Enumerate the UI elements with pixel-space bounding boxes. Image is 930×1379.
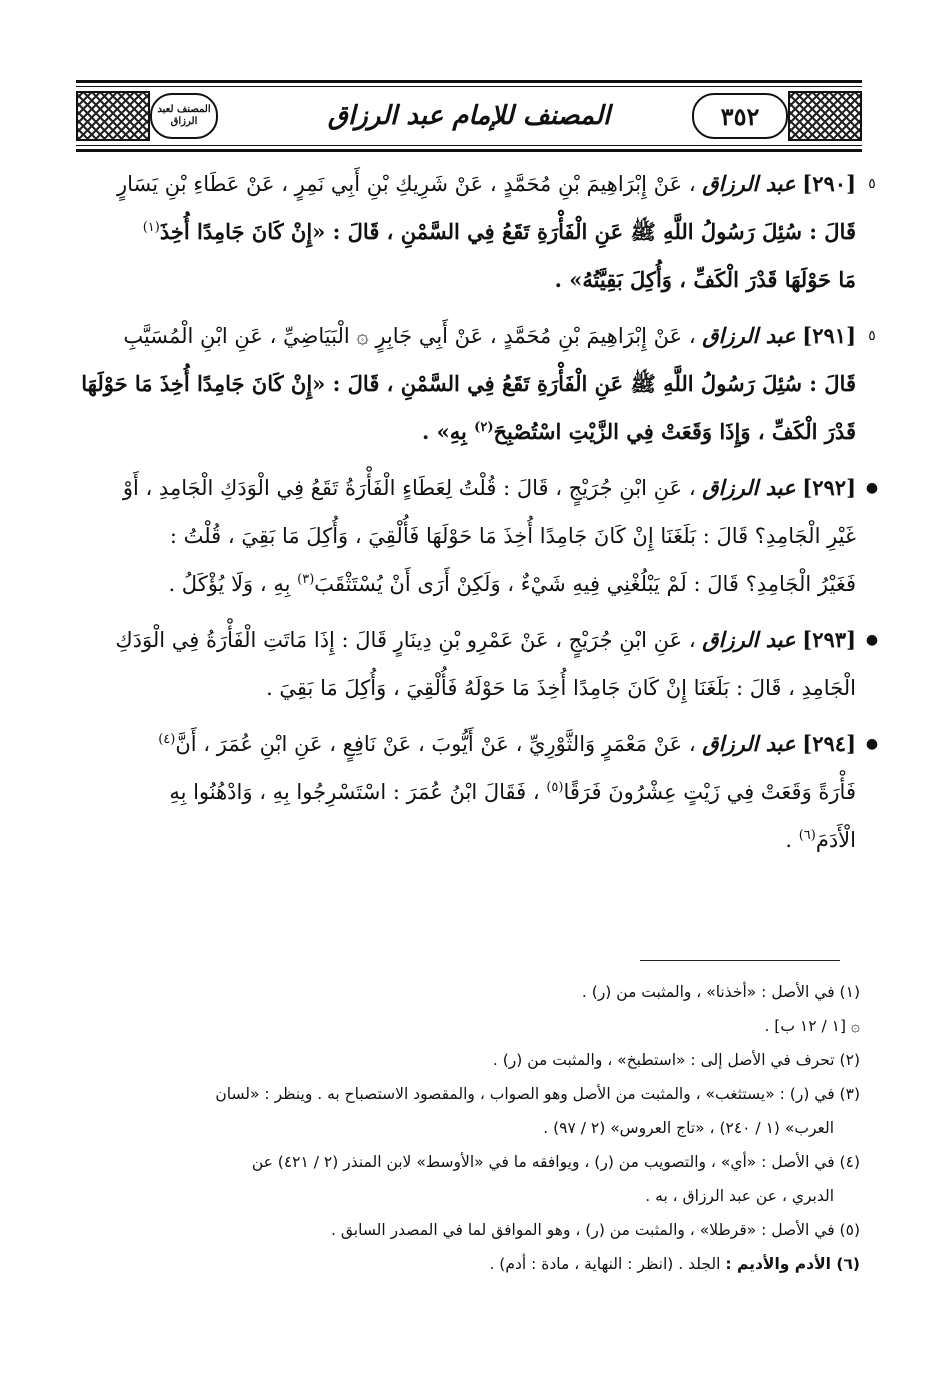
entry-text: ، فَقَالَ ابْنُ عُمَرَ : اسْتَسْرِجُوا بِهِ ، وَادْهُنُوا بِهِ	[169, 780, 540, 804]
hadith-entry	[78, 160, 876, 304]
page-number: ٣٥٢	[692, 93, 788, 139]
entry-line: غَيْرِ الْجَامِدِ؟ قَالَ : بَلَغَنَا إِنْ كَانَ جَامِدًا أُخِذَ مَا حَوْلَهَا فَأُلْقِيَ ، وَأُكِلَ مَا بَقِيَ ، قُلْتُ :	[169, 524, 856, 548]
entry-text: فَأْرَةً وَقَعَتْ فِي زَيْتٍ عِشْرُونَ فَرَقًا	[563, 780, 856, 804]
entry-text: قَدْرَ الْكَفِّ ، وَإِذَا وَقَعَتْ فِي الزَّيْتِ اسْتُصْبِحَ	[493, 419, 856, 444]
entry-author: عبد الرزاق	[702, 475, 796, 500]
footnote-ref: (١)	[142, 220, 160, 235]
hadith-entry	[78, 720, 879, 864]
footnote: ۞ [١ / ١٢ ب] .	[764, 1017, 860, 1035]
entry-author: عبد الرزاق	[702, 323, 796, 348]
entry-marker: ●	[865, 632, 879, 648]
entry-marker: ●	[865, 736, 879, 752]
entry-number: [٢٩٣]	[802, 627, 856, 652]
footnote-text: الدبري ، عن عبد الرزاق ، به .	[645, 1187, 834, 1205]
entry-author: عبد الرزاق	[702, 627, 796, 652]
entry-text: بِهِ ، وَلَا يُؤْكَلُ .	[168, 572, 291, 596]
footnote	[78, 1247, 860, 1281]
entry-author: عبد الرزاق	[702, 731, 796, 756]
page-header	[76, 80, 862, 152]
footnote-text: (٣) في (ر) : «يستثغب» ، والمثبت من الأصل وهو الصواب ، والمقصود الاستصباح به . وينظر : «لسان	[215, 1085, 860, 1103]
footnote-ref: (٥)	[546, 780, 564, 795]
entry-line: قَالَ : سُئِلَ رَسُولُ اللَّهِ ﷺ عَنِ الْفَأْرَةِ تَقَعُ فِي السَّمْنِ ، قَالَ : «إِنْ كَانَ جَامِدًا أُخِذَ مَا حَوْلَهَا	[81, 371, 856, 396]
entry-text: فَغَيْرُ الْجَامِدِ؟ قَالَ : لَمْ يَبْلُغْنِي فِيهِ شَيْءٌ ، وَلَكِنْ أَرَى أَنْ يُسْتَثْقَبَ	[314, 572, 856, 596]
entry-line	[78, 408, 856, 456]
footnote-ref: (٤)	[158, 732, 176, 747]
entry-number: [٢٩٤]	[802, 731, 856, 756]
entry-line	[78, 208, 856, 256]
footnote	[78, 1145, 860, 1213]
footnote-divider	[640, 960, 840, 961]
entry-text: ، عَنْ إِبْرَاهِيمَ بْنِ مُحَمَّدٍ ، عَنْ شَرِيكِ بْنِ أَبِي نَمِرٍ ، عَنْ عَطَاءِ بْنِ يَسَارٍ	[117, 172, 696, 196]
footnote-ref: (٣)	[297, 572, 315, 587]
book-title: المصنف للإمام عبد الرزاق	[320, 101, 618, 131]
footnote: (٢) تحرف في الأصل إلى : «استطبخ» ، والمثبت من (ر) .	[492, 1051, 860, 1069]
main-text	[78, 160, 879, 872]
entry-text: ، عَنْ مَعْمَرٍ وَالثَّوْرِيِّ ، عَنْ أَيُّوبَ ، عَنْ نَافِعٍ ، عَنِ ابْنِ عُمَرَ ، أَنَّ	[175, 732, 696, 756]
entry-text: ، عَنِ ابْنِ جُرَيْجٍ ، قَالَ : قُلْتُ لِعَطَاءٍ الْفَأْرَةُ تَقَعُ فِي الْوَدَكِ الْجَامِدِ ، أَوْ	[122, 476, 696, 500]
entry-number: [٢٩١]	[802, 323, 856, 348]
footnote-text: العرب» (١ / ٢٤٠) ، «تاج العروس» (٢ / ٩٧) .	[543, 1119, 834, 1137]
entry-marker: ٥	[868, 328, 876, 344]
footnote	[78, 1077, 860, 1145]
book-logo: المصنف لعبد الرزاق	[150, 93, 218, 139]
entry-number: [٢٩٠]	[802, 171, 856, 196]
entry-marker: ●	[865, 480, 879, 496]
entry-line	[78, 560, 856, 608]
footnote: (١) في الأصل : «أخذنا» ، والمثبت من (ر) .	[581, 983, 860, 1001]
entry-line	[78, 616, 856, 664]
entry-marker: ٥	[868, 176, 876, 192]
footnote-ref: (٦)	[798, 828, 816, 843]
entry-line	[78, 816, 856, 864]
entry-text: قَالَ : سُئِلَ رَسُولُ اللَّهِ ﷺ عَنِ الْفَأْرَةِ تَقَعُ فِي السَّمْنِ ، قَالَ : «إِنْ كَانَ جَامِدًا أُخِذَ	[159, 219, 856, 244]
footnote-text: الجلد . (انظر : النهاية ، مادة : أدم) .	[489, 1255, 721, 1273]
entry-author: عبد الرزاق	[702, 171, 796, 196]
entry-text: ، عَنْ إِبْرَاهِيمَ بْنِ مُحَمَّدٍ ، عَنْ أَبِي جَابِرٍ ۞ الْبَيَاضِيِّ ، عَنِ ابْنِ الْمُسَيَّبِ	[123, 324, 696, 348]
footnote-term: (٦) الأدم والأديم :	[725, 1255, 860, 1273]
header-ornament-left	[76, 91, 150, 141]
hadith-entry	[78, 616, 879, 712]
entry-number: [٢٩٢]	[802, 475, 856, 500]
footnote: (٥) في الأصل : «قرطلا» ، والمثبت من (ر) ، وهو الموافق لما في المصدر السابق .	[331, 1221, 860, 1239]
footnote-text: (٤) في الأصل : «أي» ، والتصويب من (ر) ، ويوافقه ما في «الأوسط» لابن المنذر (٢ / ٤٢١) عن	[251, 1153, 860, 1171]
entry-line	[78, 768, 856, 816]
entry-text: بِهِ» .	[422, 419, 467, 444]
entry-line: الْجَامِدِ ، قَالَ : بَلَغَنَا إِنْ كَانَ جَامِدًا أُخِذَ مَا حَوْلَهُ فَأُلْقِيَ ، وَأُكِلَ مَا بَقِيَ .	[266, 676, 856, 700]
entry-text: .	[785, 828, 792, 852]
entry-line	[78, 720, 856, 768]
footnote-ref: (٢)	[474, 420, 494, 435]
hadith-entry	[78, 312, 876, 456]
header-ornament-right	[788, 91, 862, 141]
footnotes	[78, 975, 860, 1281]
entry-line	[78, 464, 856, 512]
entry-line	[78, 160, 856, 208]
entry-line: مَا حَوْلَهَا قَدْرَ الْكَفِّ ، وَأُكِلَ بَقِيَّتُهُ» .	[554, 267, 856, 292]
entry-line	[78, 312, 856, 360]
entry-text: ، عَنِ ابْنِ جُرَيْجٍ ، عَنْ عَمْرِو بْنِ دِينَارٍ قَالَ : إِذَا مَاتَتِ الْفَأْرَةُ فِي الْوَدَكِ	[115, 628, 696, 652]
hadith-entry	[78, 464, 879, 608]
entry-text: الْأَدَمَ	[815, 828, 856, 852]
